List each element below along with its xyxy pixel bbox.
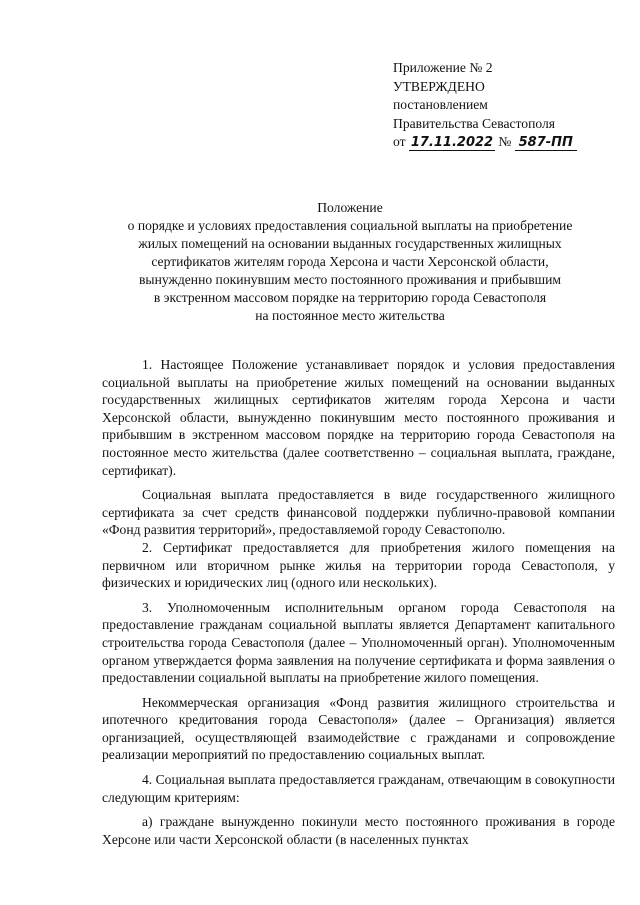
approval-date-number-line — [393, 133, 577, 152]
title-heading: Положение — [317, 200, 383, 215]
title-line: вынужденно покинувшим место постоянного проживания и прибывшим — [139, 272, 561, 287]
paragraph-1-continued: Социальная выплата предоставляется в виде государственного жилищного сертификата за счет средств финансовой поддержки публично-правовой компании «Фонд развития территорий», предоставляемой городу Севастополю. — [102, 487, 615, 538]
approved-by-government: Правительства Севастополя — [393, 115, 556, 131]
date-prefix: от — [393, 134, 406, 150]
paragraph-4: 4. Социальная выплата предоставляется гражданам, отвечающим в совокупности следующим критериям: — [102, 772, 615, 805]
handwritten-number: 587-ПП — [515, 135, 577, 151]
title-line: жилых помещений на основании выданных государственных жилищных — [138, 236, 562, 251]
document-title — [50, 199, 640, 325]
number-prefix: № — [498, 134, 512, 150]
paragraph-3: 3. Уполномоченным исполнительным органом города Севастополя на предоставление гражданам социальной выплаты является Департамент капитального строительства города Севастополя (далее – Уполномоченный орган). Уполномоченным органом утверждается форма заявления на получение сертификата и форма заявления о предоставлении социальной выплаты на приобретение жилого помещения. — [102, 599, 615, 686]
paragraph-1: 1. Настоящее Положение устанавливает порядок и условия предоставления социальной выплаты на приобретение жилых помещений на основании выданных государственных жилищных сертификатов жителям города Херсона и части Херсонской области, вынужденно покинувшим место постоянного проживания и прибывшим в экстренном массовом порядке на территорию города Севастополя на постоянное место жительства (далее соответственно – социальная выплата, граждане, сертификат). — [102, 357, 615, 478]
approved-by-resolution: постановлением — [393, 97, 488, 113]
approved-label: УТВЕРЖДЕНО — [393, 78, 485, 94]
title-line: в экстренном массовом порядке на территорию города Севастополя — [153, 290, 547, 305]
title-line: на постоянное место жительства — [255, 308, 445, 323]
paragraph-4-item-a: а) граждане вынужденно покинули место постоянного проживания в городе Херсоне или части Херсонской области (в населенных пунктах — [102, 814, 615, 847]
handwritten-date: 17.11.2022 — [410, 135, 494, 151]
paragraph-3-continued: Некоммерческая организация «Фонд развития жилищного строительства и ипотечного кредитования города Севастополя» (далее – Организация) является организацией, осуществляющей взаимодействие с гражданами и сопровождение реализации мероприятий по предоставлению социальных выплат. — [102, 694, 615, 763]
title-line: о порядке и условиях предоставления социальной выплаты на приобретение — [127, 218, 573, 233]
document-body — [102, 356, 615, 848]
appendix-number: Приложение № 2 — [393, 60, 493, 75]
approval-block — [393, 59, 577, 152]
paragraph-2: 2. Сертификат предоставляется для приобретения жилого помещения на первичном или вторичном рынке жилья на территории города Севастополя, у физических и юридических лиц (одного или нескольких). — [102, 539, 615, 591]
title-line: сертификатов жителям города Херсона и части Херсонской области, — [151, 254, 549, 269]
